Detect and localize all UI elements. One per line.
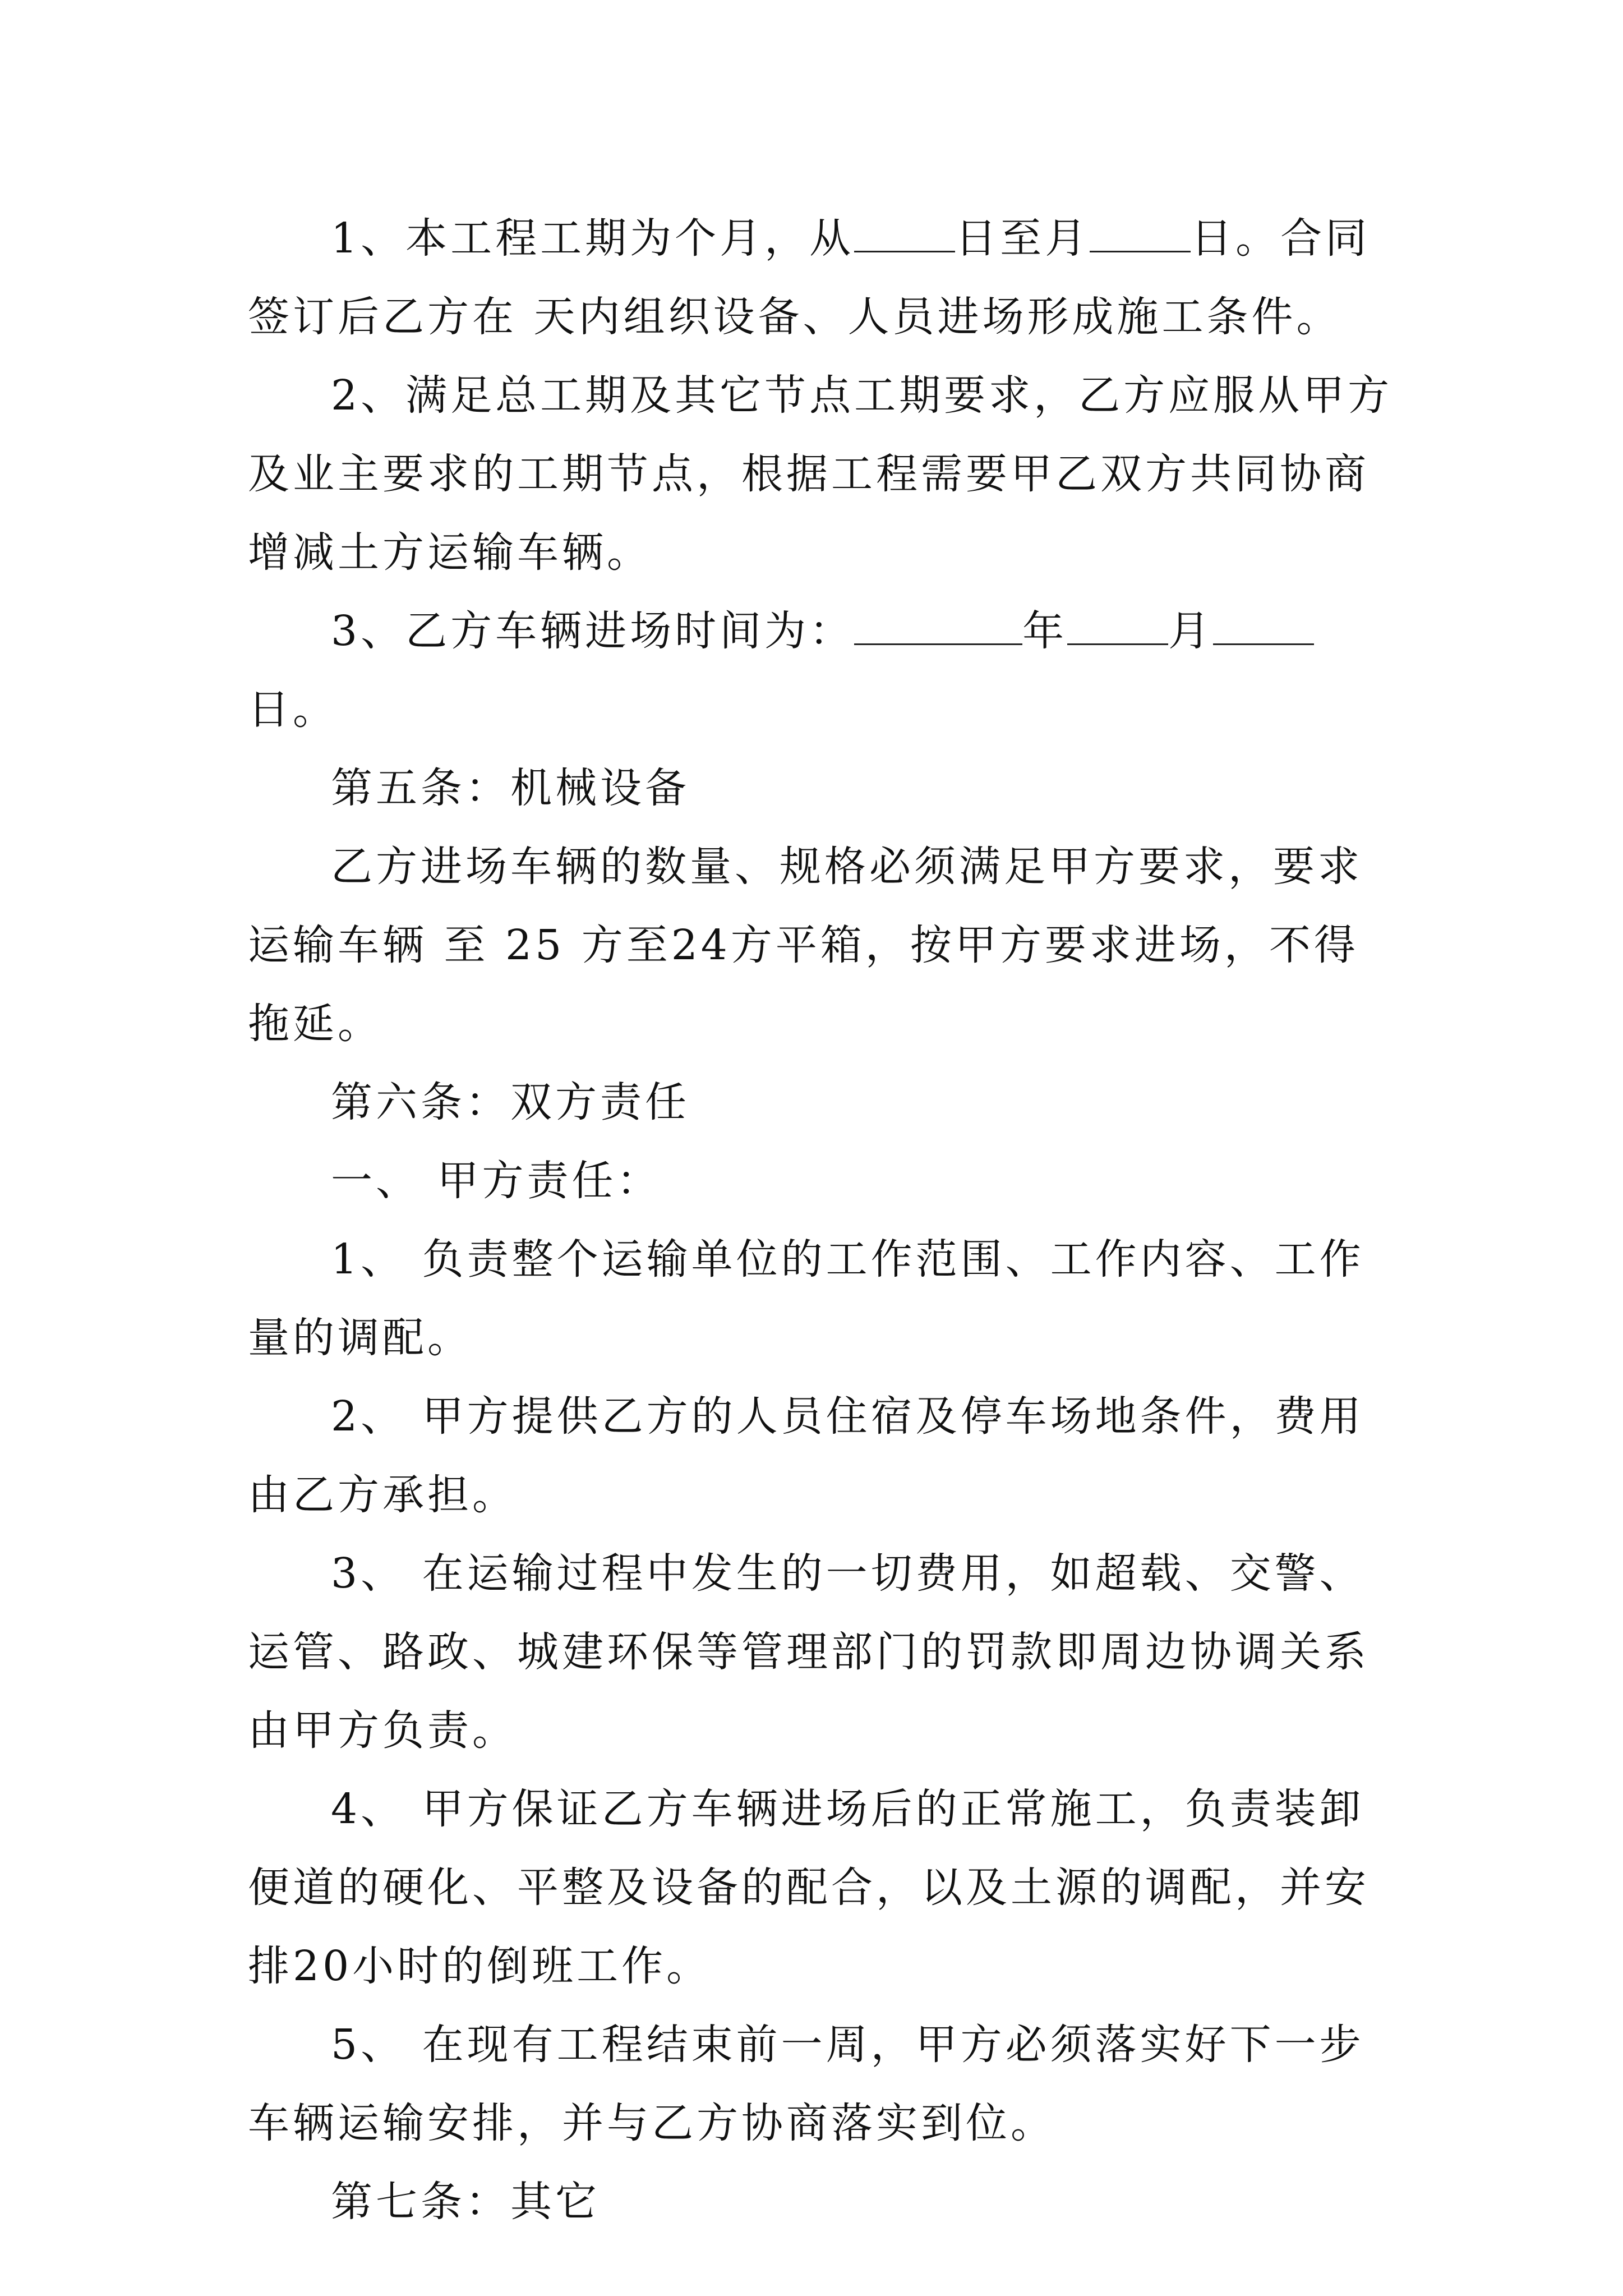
party-a-heading: 一、 甲方责任：	[331, 1157, 662, 1205]
article-6-heading: 第六条：双方责任	[331, 1078, 690, 1126]
clause-schedule-2: 2、满足总工期及其它节点工期要求，乙方应服从甲方及业主要求的工期节点，根据工程需要甲乙双方共同协商增减土方运输车辆。	[248, 371, 1393, 577]
fill-blank	[1213, 606, 1314, 645]
party-a-item-1: 1、 负责整个运输单位的工作范围、工作内容、工作量的调配。	[248, 1235, 1364, 1362]
fill-blank	[1067, 606, 1168, 645]
party-a-item-5: 5、 在现有工程结束前一周，甲方必须落实好下一步车辆运输安排，并与乙方协商落实到位。	[248, 2021, 1364, 2147]
clause-schedule-3	[248, 592, 1398, 749]
clause-text: 1、本工程工期为个月，从	[331, 214, 855, 263]
party-a-item-4: 4、 甲方保证乙方车辆进场后的正常施工，负责装卸便道的硬化、平整及设备的配合，以及土源的调配，并安排20小时的倒班工作。	[248, 1785, 1370, 1990]
document-body	[248, 199, 1398, 2241]
article-5-heading: 第五条：机械设备	[331, 764, 690, 812]
clause-schedule-1	[248, 199, 1398, 356]
clause-text: 日。合同签订后乙方在 天内组织设备、人员进场形成施工条件。	[248, 214, 1371, 341]
fill-blank	[854, 606, 1022, 645]
fill-blank	[854, 214, 955, 252]
clause-text: 日至月	[955, 214, 1090, 263]
clause-text: 年	[1022, 607, 1068, 655]
clause-text: 3、乙方车辆进场时间为：	[331, 607, 855, 655]
clause-text: 月	[1168, 607, 1214, 655]
fill-blank	[1090, 214, 1191, 252]
article-7-heading: 第七条：其它	[331, 2178, 600, 2226]
party-a-item-2: 2、 甲方提供乙方的人员住宿及停车场地条件，费用由乙方承担。	[248, 1392, 1364, 1519]
article-5-text: 乙方进场车辆的数量、规格必须满足甲方要求，要求运输车辆 至 25 方至24方平箱，按甲方要求进场，不得拖延。	[248, 843, 1363, 1048]
clause-text: 日。	[248, 685, 338, 734]
party-a-item-3: 3、 在运输过程中发生的一切费用，如超载、交警、运管、路政、城建环保等管理部门的罚款即周边协调关系由甲方负责。	[248, 1549, 1370, 1755]
